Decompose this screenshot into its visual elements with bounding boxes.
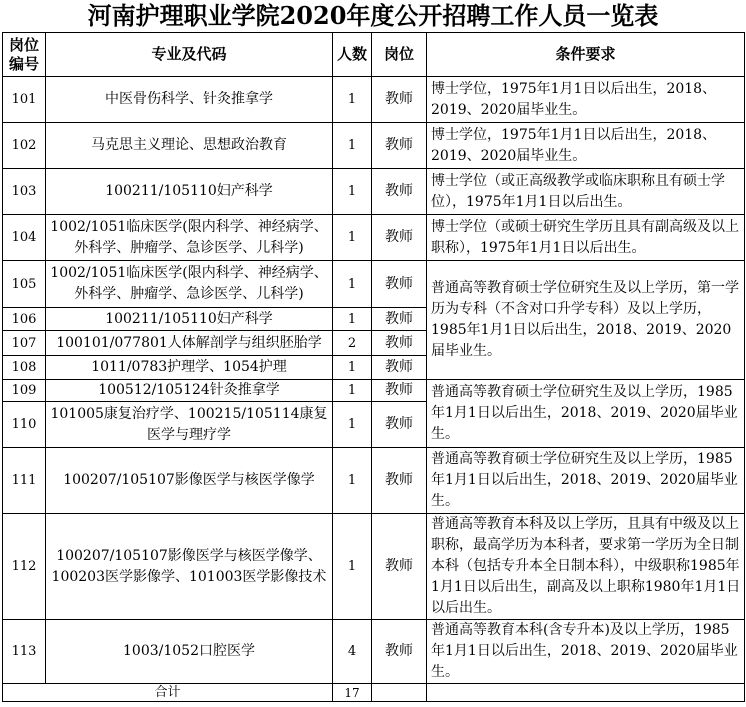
row-count: 1	[333, 380, 372, 402]
row-position: 教师	[372, 215, 427, 261]
row-position: 教师	[372, 402, 427, 448]
row-position: 教师	[372, 448, 427, 514]
row-count: 4	[333, 620, 372, 684]
row-major: 100207/105107影像医学与核医学像学	[46, 448, 333, 514]
table-row	[3, 77, 745, 123]
header-position: 岗位	[372, 33, 427, 77]
row-count: 1	[333, 169, 372, 215]
row-position: 教师	[372, 169, 427, 215]
row-count: 1	[333, 402, 372, 448]
row-count: 1	[333, 356, 372, 380]
row-requirements: 普通高等教育硕士学位研究生及以上学历，1985年1月1日以后出生，2018、2019、2020届毕业生。	[427, 380, 745, 448]
row-position: 教师	[372, 261, 427, 308]
header-count: 人数	[333, 33, 372, 77]
row-count: 1	[333, 261, 372, 308]
row-id: 105	[3, 261, 46, 308]
total-label: 合计	[3, 684, 333, 702]
row-count: 1	[333, 448, 372, 514]
row-id: 113	[3, 620, 46, 684]
row-count: 1	[333, 77, 372, 123]
row-position: 教师	[372, 514, 427, 620]
row-major: 中医骨伤科学、针灸推拿学	[46, 77, 333, 123]
header-row	[3, 33, 745, 77]
row-id: 110	[3, 402, 46, 448]
row-requirements: 普通高等教育本科(含专升本)及以上学历，1985年1月1日以后出生，2018、2019、2020届毕业生。	[427, 620, 745, 684]
row-id: 104	[3, 215, 46, 261]
row-position: 教师	[372, 77, 427, 123]
page-title: 河南护理职业学院2020年度公开招聘工作人员一览表	[87, 1, 659, 30]
row-major: 100101/077801人体解剖学与组织胚胎学	[46, 331, 333, 356]
row-requirements: 博士学位，1975年1月1日以后出生，2018、2019、2020届毕业生。	[427, 123, 745, 169]
row-major: 100211/105110妇产科学	[46, 308, 333, 331]
row-id: 108	[3, 356, 46, 380]
row-count: 2	[333, 331, 372, 356]
total-position-empty	[372, 684, 427, 702]
row-id: 109	[3, 380, 46, 402]
row-major: 1002/1051临床医学(限内科学、神经病学、外科学、肿瘤学、急诊医学、儿科学)	[46, 215, 333, 261]
table-row	[3, 620, 745, 684]
row-requirements: 博士学位（或正高级教学或临床职称且有硕士学位），1975年1月1日以后出生。	[427, 169, 745, 215]
table-row	[3, 380, 745, 402]
row-count: 1	[333, 123, 372, 169]
row-id: 107	[3, 331, 46, 356]
row-major: 1002/1051临床医学(限内科学、神经病学、外科学、肿瘤学、急诊医学、儿科学)	[46, 261, 333, 308]
row-major: 100211/105110妇产科学	[46, 169, 333, 215]
row-position: 教师	[372, 620, 427, 684]
header-requirements: 条件要求	[427, 33, 745, 77]
row-count: 1	[333, 215, 372, 261]
header-id: 岗位 编号	[3, 33, 46, 77]
row-position: 教师	[372, 331, 427, 356]
recruitment-table	[2, 32, 745, 702]
row-count: 1	[333, 514, 372, 620]
row-requirements: 普通高等教育硕士学位研究生及以上学历，第一学历为专科（不含对口升学专科）及以上学历，1985年1月1日以后出生，2018、2019、2020届毕业生。	[427, 261, 745, 380]
row-major: 101005康复治疗学、100215/105114康复医学与理疗学	[46, 402, 333, 448]
row-id: 112	[3, 514, 46, 620]
row-position: 教师	[372, 308, 427, 331]
row-id: 111	[3, 448, 46, 514]
row-major: 100207/105107影像医学与核医学像学、100203医学影像学、101003医学影像技术	[46, 514, 333, 620]
table-row	[3, 448, 745, 514]
row-major: 马克思主义理论、思想政治教育	[46, 123, 333, 169]
row-position: 教师	[372, 356, 427, 380]
header-major: 专业及代码	[46, 33, 333, 77]
row-major: 1003/1052口腔医学	[46, 620, 333, 684]
total-requirements-empty	[427, 684, 745, 702]
row-requirements: 博士学位，1975年1月1日以后出生，2018、2019、2020届毕业生。	[427, 77, 745, 123]
row-id: 106	[3, 308, 46, 331]
table-row	[3, 514, 745, 620]
row-count: 1	[333, 308, 372, 331]
table-row	[3, 261, 745, 308]
table-row	[3, 123, 745, 169]
row-requirements: 普通高等教育硕士学位研究生及以上学历，1985年1月1日以后出生，2018、2019、2020届毕业生。	[427, 448, 745, 514]
table-row	[3, 215, 745, 261]
row-id: 103	[3, 169, 46, 215]
row-id: 101	[3, 77, 46, 123]
row-requirements: 博士学位（或硕士研究生学历且具有副高级及以上职称），1975年1月1日以后出生。	[427, 215, 745, 261]
table-row	[3, 169, 745, 215]
total-count: 17	[333, 684, 372, 702]
row-major: 100512/105124针灸推拿学	[46, 380, 333, 402]
row-id: 102	[3, 123, 46, 169]
row-requirements: 普通高等教育本科及以上学历，且具有中级及以上职称，最高学历为本科者，要求第一学历为全日制本科（包括专升本全日制本科），中级职称1985年1月1日以后出生，副高及以上职称1980年1月1日以后出生。	[427, 514, 745, 620]
row-position: 教师	[372, 380, 427, 402]
row-position: 教师	[372, 123, 427, 169]
total-row	[3, 684, 745, 702]
row-major: 1011/0783护理学、1054护理	[46, 356, 333, 380]
